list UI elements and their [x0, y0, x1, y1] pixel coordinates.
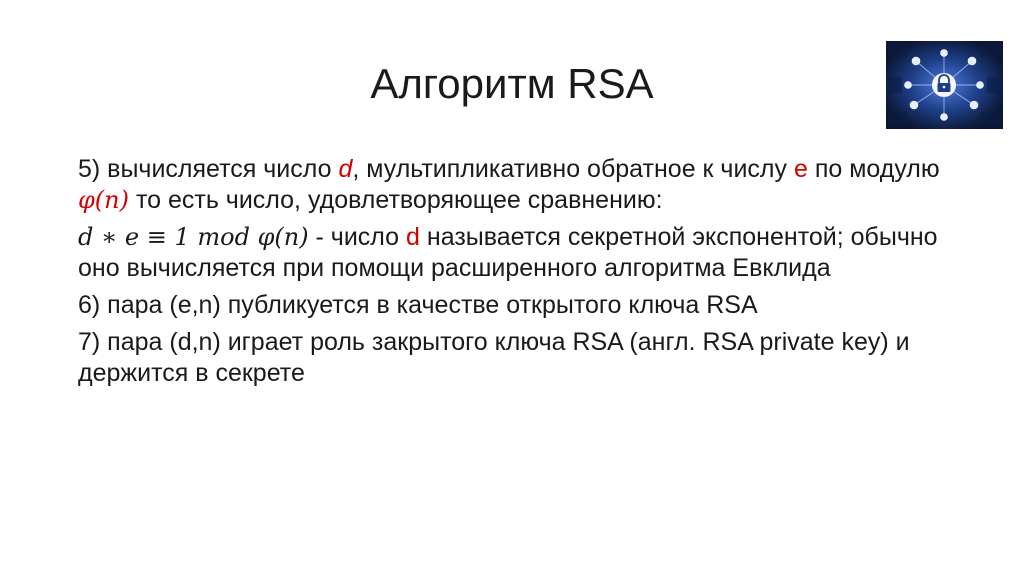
step5-text-c: , мультипликативно обратное к числу [352, 155, 794, 183]
variable-d: d [338, 155, 353, 183]
slide-title: Алгоритм RSA [370, 60, 654, 107]
variable-d-secret: d [406, 223, 420, 251]
paragraph-step-7: 7) пара (d,n) играет роль закрытого ключа RSA (англ. RSA private key) и держится в секрете [78, 328, 910, 387]
step5-text-a: 5) вычисляется число [78, 155, 339, 183]
slide-body [78, 154, 958, 395]
congruence-text-d: называется секретной экспонентой; обычно оно вычисляется при помощи расширенного алгоритма Евклида [78, 223, 938, 282]
euler-phi-n: φ(n) [78, 186, 129, 214]
step5-text-g: то есть число, удовлетворяющее сравнению: [129, 186, 663, 214]
congruence-formula: d ∗ e ≡ 1 mod φ(n) [78, 223, 309, 251]
paragraph-congruence [78, 222, 958, 284]
paragraph-step-6: 6) пара (e,n) публикуется в качестве открытого ключа RSA [78, 291, 758, 319]
variable-e: e [793, 155, 808, 183]
step5-text-e: по модулю [807, 155, 940, 183]
paragraph-step-5 [78, 154, 958, 216]
congruence-text-b: - число [308, 223, 407, 251]
security-network-image [886, 41, 1003, 129]
